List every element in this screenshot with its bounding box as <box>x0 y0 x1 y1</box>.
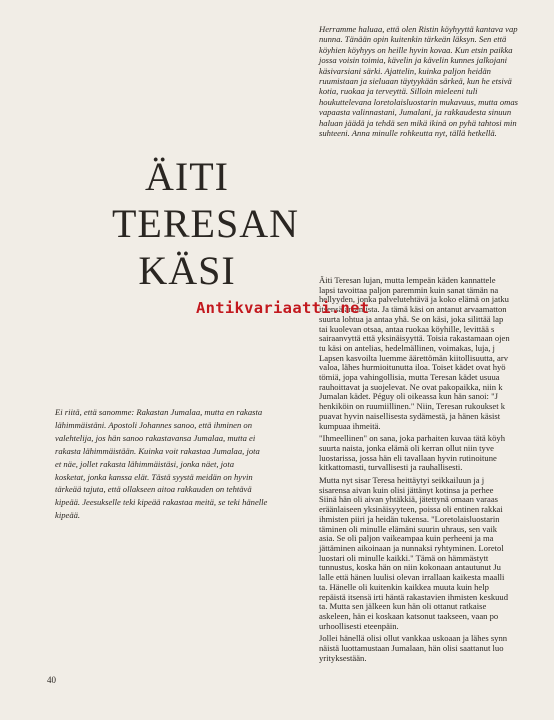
intro-line: tärkeää tajuta, että ollakseen aitoa rakkauden on tehtävä <box>55 484 252 495</box>
prayer-line: köyhien köyhyys on heille hyvin kovaa. Kun etsin paikka <box>319 44 513 55</box>
body-line: tai kuolevan otsaa, antaa ruokaa köyhille, levittää s <box>319 323 495 334</box>
body-line: Lapsen kasvoilta luemme äärettömän kiitollisuutta, arv <box>319 352 509 363</box>
body-line: Mutta nyt sisar Teresa heittäytyi seikkailuun ja j <box>319 475 485 486</box>
body-line: Jumalan kädet. Péguy oli oikeassa kun hän sanoi: "J <box>319 391 498 402</box>
body-line: näistä luottamustaan Jumalaan, hän olisi saattanut luo <box>319 643 504 654</box>
prayer-line: käsivarsiani särki. Ajattelin, kuinka paljon heidän <box>319 65 491 76</box>
body-line: puavat hyvin naisellisesta sydämestä, ja hänen käsist <box>319 410 501 421</box>
body-line: Äiti Teresan lujan, mutta lempeän käden kannattele <box>319 275 496 285</box>
intro-line: lähimmäistäni. Apostoli Johannes sanoo, että ihminen on <box>55 419 253 430</box>
intro-quote <box>55 406 305 522</box>
page-number: 40 <box>47 675 56 685</box>
body-line: eräänlaiseen yksinäisyyteen, poissa oli entinen rakkai <box>319 504 503 515</box>
page-title <box>112 153 299 294</box>
body-line: kumpuaa ihmeitä. <box>319 420 381 431</box>
body-line: sairaanvyttä että yksinäisyyttä. Toisia rakastamaan ojen <box>319 333 510 344</box>
prayer-line: Herramme haluaa, että olen Ristin köyhyyttä kantava vap <box>319 24 518 34</box>
intro-line: kipeää. <box>55 510 81 521</box>
prayer-line: jossa voisin toimia, kävelin ja kävelin kunnes jalkojani <box>319 55 508 66</box>
intro-line: kosketat, jonka kanssa elät. Tästä syystä meidän on hyvin <box>55 471 253 482</box>
prayer-line: suhteeni. Anna minulle rohkeutta nyt, tällä hetkellä. <box>319 128 497 139</box>
intro-line: et näe, jollet rakasta lähimmäistäsi, jonka näet, jota <box>55 458 235 469</box>
body-line: ta. Mutta sen jälkeen kun hän oli ottanut ratkaise <box>319 601 487 612</box>
body-line: luostarissa, jossa hän eli tavallaan hyvin rutinoitune <box>319 452 497 463</box>
body-line: asia. Se oli paljon vaikeampaa kuin perheeni ja ma <box>319 533 494 544</box>
prayer-line: houkuttelevana loretolaisluostarin mukavuus, mutta omas <box>319 96 518 107</box>
body-line: Siinä hän oli aivan yhtäkkiä, jätettynä omaan varaas <box>319 494 498 505</box>
body-line: täminen oli minulle elämäni suurin uhraus, sen vaik <box>319 523 498 534</box>
body-line: tömiä, jopa vahingollisia, mutta Teresan kädet usuua <box>319 372 500 383</box>
body-line: askeleen, hän ei koskaan katsonut taakseen, vaan po <box>319 610 499 621</box>
body-line: lalle että hänen luulisi olevan irrallaan kaikesta maalli <box>319 572 505 583</box>
prayer-line: kotia, ruokaa ja terveyttä. Silloin mieleeni tuli <box>319 86 478 97</box>
body-line: Jollei hänellä olisi ollut vankkaa uskoaan ja lähes synn <box>319 633 508 644</box>
body-line: yrityksestään. <box>319 652 367 663</box>
prayer-line: haluan jäädä ja tehdä sen mikä ikinä on pyhä tahtosi min <box>319 117 517 128</box>
prayer-line: ruumistaan ja sieluaan täytyykään särkeä, kun he etsivä <box>319 76 512 87</box>
prayer-quote <box>319 24 554 138</box>
body-line: "Ihmeellinen" on sana, joka parhaiten kuvaa tätä köyh <box>319 433 505 444</box>
title-line: ÄITI <box>145 154 229 199</box>
body-line: repäistä itsensä irti häntä rakastavien ihmisten keskuud <box>319 591 509 602</box>
body-line: tu käsi on antelias, hedelmällinen, voimakas, luja, j <box>319 342 495 353</box>
body-line: ta. Hänelle oli kuitenkin kaikkea muuta kuin help <box>319 581 489 592</box>
body-line: suurta lohtua ja antaa yhä. Se on käsi, joka silittää lap <box>319 313 504 324</box>
body-line: lapsi tavoittaa paljon paremmin kuin sanat tämän na <box>319 284 499 295</box>
body-line: luostari oli minulle kaikki." Tämä on hämmästytt <box>319 552 489 563</box>
prayer-line: nunna. Tänään opin kuitenkin tärkeän läksyn. Sen että <box>319 34 507 45</box>
intro-line: rakasta lähimmäistään. Kuinka voit rakastaa Jumalaa, jota <box>55 445 260 456</box>
body-line: itsensä antamista. Ja tämä käsi on antanut arvaamatton <box>319 304 507 315</box>
body-line: ihmisten piiri ja heidän tukensa. "Loretolaisluostarin <box>319 513 500 524</box>
intro-line: kipeää. Jeesukselle teki kipeää rakastaa meitä, se teki hänelle <box>55 497 268 508</box>
title-line: TERESAN <box>112 201 299 246</box>
body-line: hellyyden, jonka palvelutehtävä ja koko elämä on jatku <box>319 294 509 305</box>
intro-line: valehtelija, jos hän sanoo rakastavansa Jumalaa, mutta ei <box>55 432 256 443</box>
body-line: rauhoittavat ja suojelevat. Ne ovat pakopaikka, niin k <box>319 381 503 392</box>
watermark-text: Antikvariaatti.net <box>196 299 370 317</box>
body-line: valoa, lähes hurmioitunutta iloa. Toiset kädet ovat hyö <box>319 362 506 373</box>
body-line: henkiköin on ruumiillinen." Niin, Teresan rukoukset k <box>319 401 506 412</box>
body-line: kitkattomasti, turvallisesti ja rauhallisesti. <box>319 462 463 473</box>
body-line: jättäminen aikoinaan ja nunnaksi ryhtyminen. Loretol <box>319 542 504 553</box>
title-line: KÄSI <box>138 248 236 293</box>
body-line: suurta naista, jonka elämä oli kerran ollut niin tyve <box>319 442 494 453</box>
body-line: tunnustus, koska hän on niin kokonaan antautunut Ju <box>319 562 501 573</box>
prayer-line: vapaasta valinnastani, Jumalani, ja rakkaudesta sinuun <box>319 107 512 118</box>
body-line: sisarensa aivan kuin olisi jättänyt kotinsa ja perhee <box>319 484 494 495</box>
body-line: urhoollisesti eteenpäin. <box>319 620 399 631</box>
intro-line: Ei riitä, että sanomme: Rakastan Jumalaa, mutta en rakasta <box>55 407 263 417</box>
article-body <box>319 276 554 663</box>
